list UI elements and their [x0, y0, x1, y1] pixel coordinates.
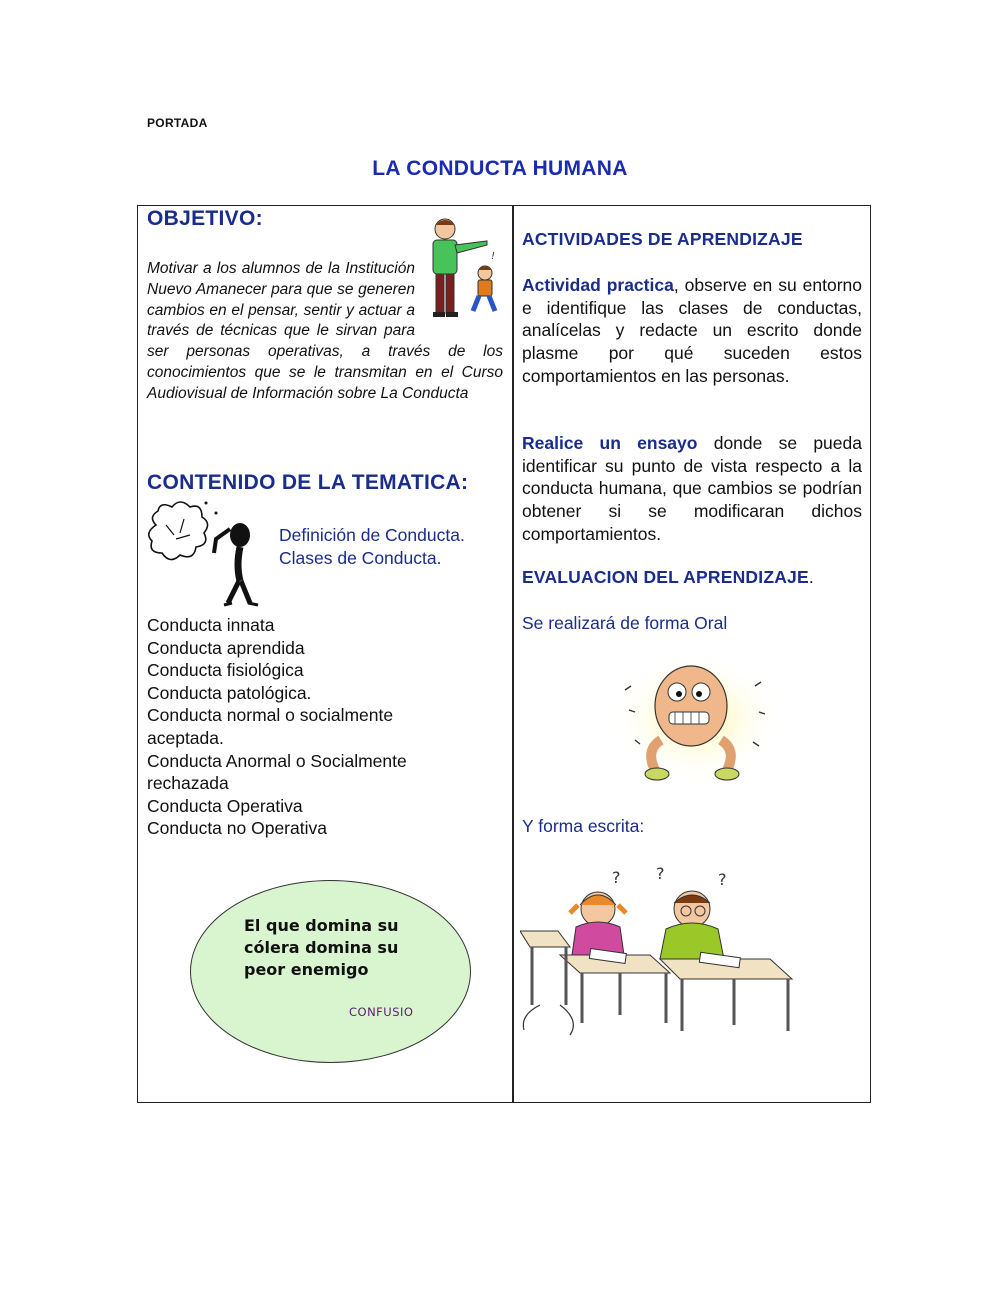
content-heading: CONTENIDO DE LA TEMATICA:	[147, 471, 469, 494]
written-evaluation-text: Y forma escrita:	[522, 816, 645, 836]
list-item: Conducta innata	[147, 615, 275, 635]
man-pointing-boy-illustration	[421, 215, 503, 323]
list-item: Conducta Operativa	[147, 795, 303, 816]
nervous-character-illustration	[605, 650, 785, 790]
list-item: Conducta no Operativa	[147, 818, 327, 839]
svg-text:!: !	[491, 251, 496, 262]
svg-text:?: ?	[612, 868, 621, 887]
essay-paragraph: Realice un ensayo donde se pueda identificar su punto de vista respecto a la conducta humana, que cambios se podrían obtener si se modificaran dichos comportamientos.	[522, 433, 862, 544]
activity-highlight: Actividad practica	[522, 275, 674, 295]
list-item: Conducta fisiológica	[147, 660, 304, 681]
thinking-figure-illustration	[144, 495, 270, 611]
content-item: Definición de Conducta.	[279, 525, 465, 545]
content-list	[279, 524, 465, 570]
quote-author: CONFUSIO	[349, 1005, 414, 1019]
quote-text: El que domina su cólera domina su peor enemigo	[244, 916, 399, 979]
list-item: Conducta aprendida	[147, 637, 305, 658]
portada-label: PORTADA	[147, 116, 208, 130]
oral-evaluation-text: Se realizará de forma Oral	[522, 613, 728, 633]
evaluation-heading: EVALUACION DEL APRENDIZAJE.	[522, 567, 814, 587]
objective-heading: OBJETIVO:	[147, 207, 263, 230]
page-title: LA CONDUCTA HUMANA	[372, 157, 628, 180]
students-writing-illustration	[520, 855, 810, 1040]
essay-highlight: Realice un ensayo	[522, 433, 698, 453]
svg-text:?: ?	[718, 870, 727, 889]
list-item: Conducta Anormal o Socialmente rechazada	[147, 750, 407, 794]
list-item: Conducta patológica.	[147, 682, 312, 703]
activities-heading: ACTIVIDADES DE APRENDIZAJE	[522, 229, 803, 249]
list-item: Conducta normal o socialmente aceptada.	[147, 705, 394, 748]
objective-paragraph: ! Motivar a los alumnos de la Institución Nuevo Amanecer para que se generen cambios en el pensar, sentir y actuar a través de técnicas que le sirvan para ser personas operativas, a través de los conocimientos que se le transmitan en el Curso Audiovisual de Información sobre La Conducta	[147, 259, 503, 405]
column-divider	[512, 205, 514, 1103]
activity-paragraph: Actividad practica, observe en su entorno e identifique las clases de conductas, analícelas y redacte un escrito donde plasme por qué suceden estos comportamientos en las personas.	[522, 275, 862, 386]
svg-text:?: ?	[656, 864, 665, 883]
content-item: Clases de Conducta.	[279, 548, 442, 568]
conduct-types-list	[147, 614, 447, 840]
